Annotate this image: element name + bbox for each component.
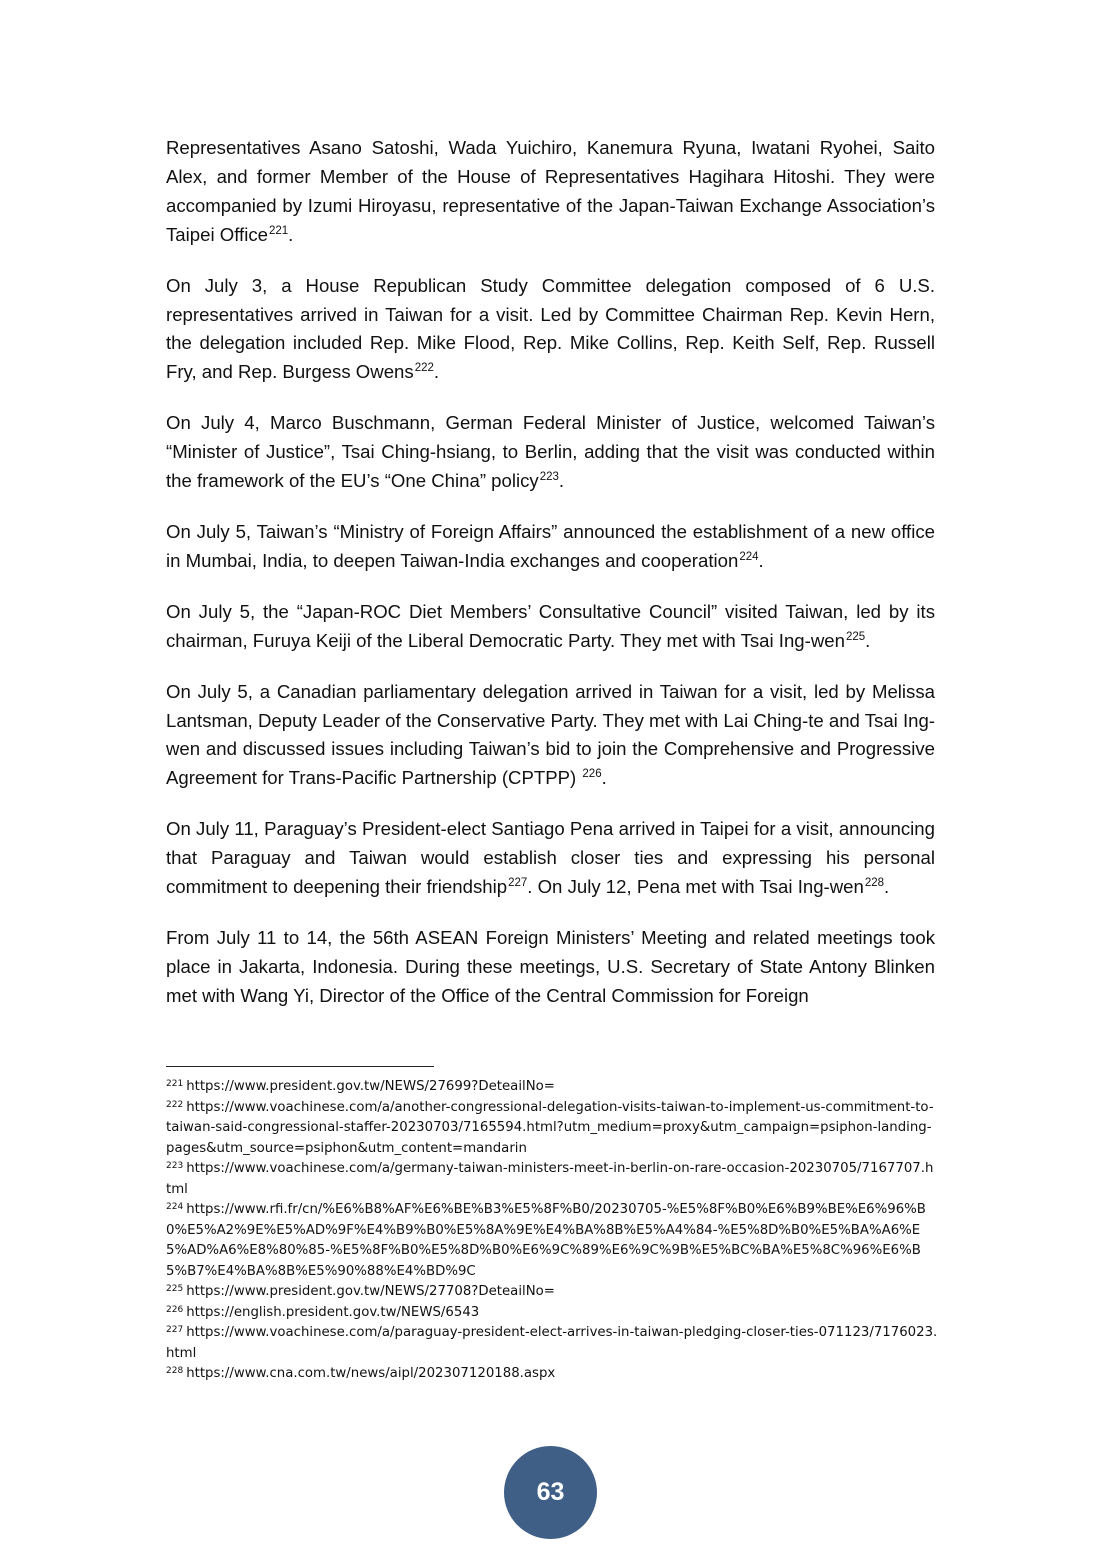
footnote-link[interactable]: https://www.rfi.fr/cn/%E6%B8%AF%E6%BE%B3%E5%8F%B0/20230705-%E5%8F%B0%E6%B9%BE%E6%96%B0%E5%A2%9E%E5%AD%9F%E4%B9%B0%E5%8A%9E%E4%BA%8B%E5%A4%84-%E5%8D%B0%E5%BA%A6%E5%AD%A6%E8%80%85-%E5%8F%B0%E5%8D%B0%E6%9C%89%E6%9C%9B%E5%BC%BA%E5%8C%96%E6%B5%B7%E4%BA%8B%E5%90%88%E4%BD%9C bbox=[166, 1202, 926, 1279]
footnote-number: 223 bbox=[166, 1161, 184, 1171]
paragraph-tail: . bbox=[865, 629, 871, 651]
paragraph-text: From July 11 to 14, the 56th ASEAN Foreign Ministers’ Meeting and related meetings took place in Jakarta, Indonesia. During these meetings, U.S. Secretary of State Antony Blinken met with Wang Yi, Director of the Office of the Central Commission for Foreign bbox=[166, 926, 935, 1006]
paragraph-tail: . bbox=[884, 876, 890, 898]
footnote-ref-222[interactable]: 222 bbox=[414, 362, 434, 375]
paragraph-223 bbox=[166, 409, 935, 496]
paragraph-222 bbox=[166, 272, 935, 388]
footnote-ref-226[interactable]: 226 bbox=[582, 768, 602, 781]
footnote-222 bbox=[166, 1098, 938, 1160]
main-text bbox=[166, 134, 935, 1033]
paragraph-tail: . bbox=[288, 223, 294, 245]
footnote-221 bbox=[166, 1077, 938, 1098]
paragraph-text: On July 5, the “Japan-ROC Diet Members’ Consultative Council” visited Taiwan, led by its chairman, Furuya Keiji of the Liberal Democratic Party. They met with Tsai Ing-wen bbox=[166, 600, 935, 651]
footnotes bbox=[166, 1077, 938, 1385]
footnote-link[interactable]: https://www.voachinese.com/a/paraguay-president-elect-arrives-in-taiwan-pledging-closer-ties-071123/7176023.html bbox=[166, 1325, 938, 1361]
paragraph-tail: . bbox=[433, 361, 440, 383]
footnote-number: 227 bbox=[166, 1325, 184, 1335]
footnote-link[interactable]: https://english.president.gov.tw/NEWS/6543 bbox=[186, 1304, 480, 1320]
paragraph-text: Representatives Asano Satoshi, Wada Yuichiro, Kanemura Ryuna, Iwatani Ryohei, Saito Alex, and former Member of the House of Representatives Hagihara Hitoshi. They were accompanied by Izumi Hiroyasu, representative of the Japan-Taiwan Exchange Association’s Taipei Office bbox=[166, 137, 935, 245]
paragraph-tail: . bbox=[601, 767, 607, 789]
footnote-223 bbox=[166, 1159, 938, 1200]
footnote-number: 221 bbox=[166, 1079, 184, 1089]
footnote-number: 228 bbox=[166, 1366, 184, 1376]
paragraph-text: On July 4, Marco Buschmann, German Federal Minister of Justice, welcomed Taiwan’s “Minister of Justice”, Tsai Ching-hsiang, to Berlin, adding that the visit was conducted within the framework of the EU’s “One China” policy bbox=[166, 412, 935, 492]
footnote-link[interactable]: https://www.voachinese.com/a/germany-taiwan-ministers-meet-in-berlin-on-rare-occasion-20230705/7167707.html bbox=[166, 1161, 934, 1197]
footnote-number: 226 bbox=[166, 1304, 184, 1315]
paragraph-text: On July 5, a Canadian parliamentary delegation arrived in Taiwan for a visit, led by Melissa Lantsman, Deputy Leader of the Conservative Party. They met with Lai Ching-te and Tsai Ing-wen and discussed issues including Taiwan’s bid to join the Comprehensive and Progressive Agreement for Trans-Pacific Partnership (CPTPP) bbox=[166, 680, 935, 789]
paragraph-224 bbox=[166, 518, 935, 576]
paragraph-asean bbox=[166, 924, 935, 1011]
footnote-number: 222 bbox=[166, 1099, 184, 1110]
footnote-ref-225[interactable]: 225 bbox=[845, 630, 866, 643]
footnote-ref-228[interactable]: 228 bbox=[864, 876, 885, 889]
paragraph-225 bbox=[166, 598, 935, 656]
footnote-divider bbox=[166, 1066, 434, 1067]
footnote-224 bbox=[166, 1200, 938, 1282]
footnote-225 bbox=[166, 1282, 938, 1303]
footnote-ref-227[interactable]: 227 bbox=[508, 876, 528, 889]
footnote-ref-221[interactable]: 221 bbox=[268, 224, 289, 237]
paragraph-227-228 bbox=[166, 815, 935, 902]
footnote-226 bbox=[166, 1303, 938, 1324]
page-number-badge bbox=[504, 1446, 597, 1539]
footnote-ref-224[interactable]: 224 bbox=[739, 550, 759, 563]
paragraph-221 bbox=[166, 134, 935, 250]
footnote-number: 225 bbox=[166, 1284, 184, 1294]
footnote-link[interactable]: https://www.cna.com.tw/news/aipl/202307120188.aspx bbox=[186, 1366, 556, 1381]
footnote-link[interactable]: https://www.voachinese.com/a/another-congressional-delegation-visits-taiwan-to-implement-us-commitment-to-taiwan-said-congressional-staffer-20230703/7165594.html?utm_medium=proxy&utm_campaign=psiphon-landing-pages&utm_source=psiphon&utm_content=mandarin bbox=[166, 1099, 934, 1156]
paragraph-tail: . bbox=[758, 549, 764, 571]
page-number: 63 bbox=[536, 1478, 565, 1506]
paragraph-226 bbox=[166, 678, 935, 794]
footnote-ref-223[interactable]: 223 bbox=[539, 470, 559, 483]
paragraph-text-continued: . On July 12, Pena met with Tsai Ing-wen bbox=[527, 876, 864, 898]
footnote-number: 224 bbox=[166, 1202, 184, 1212]
paragraph-text: On July 3, a House Republican Study Committee delegation composed of 6 U.S. representatives arrived in Taiwan for a visit. Led by Committee Chairman Rep. Kevin Hern, the delegation included Rep. Mike Flood, Rep. Mike Collins, Rep. Keith Self, Rep. Russell Fry, and Rep. Burgess Owens bbox=[166, 274, 935, 383]
footnote-link[interactable]: https://www.president.gov.tw/NEWS/27708?DeteailNo= bbox=[186, 1284, 555, 1299]
paragraph-tail: . bbox=[558, 470, 565, 492]
paragraph-text: On July 11, Paraguay’s President-elect Santiago Pena arrived in Taipei for a visit, announcing that Paraguay and Taiwan would establish closer ties and expressing his personal commitment to deepening their friendship bbox=[166, 818, 935, 898]
footnote-227 bbox=[166, 1323, 938, 1364]
footnote-228 bbox=[166, 1364, 938, 1385]
footnote-link[interactable]: https://www.president.gov.tw/NEWS/27699?DeteailNo= bbox=[186, 1079, 555, 1094]
paragraph-text: On July 5, Taiwan’s “Ministry of Foreign Affairs” announced the establishment of a new office in Mumbai, India, to deepen Taiwan-India exchanges and cooperation bbox=[166, 520, 935, 571]
